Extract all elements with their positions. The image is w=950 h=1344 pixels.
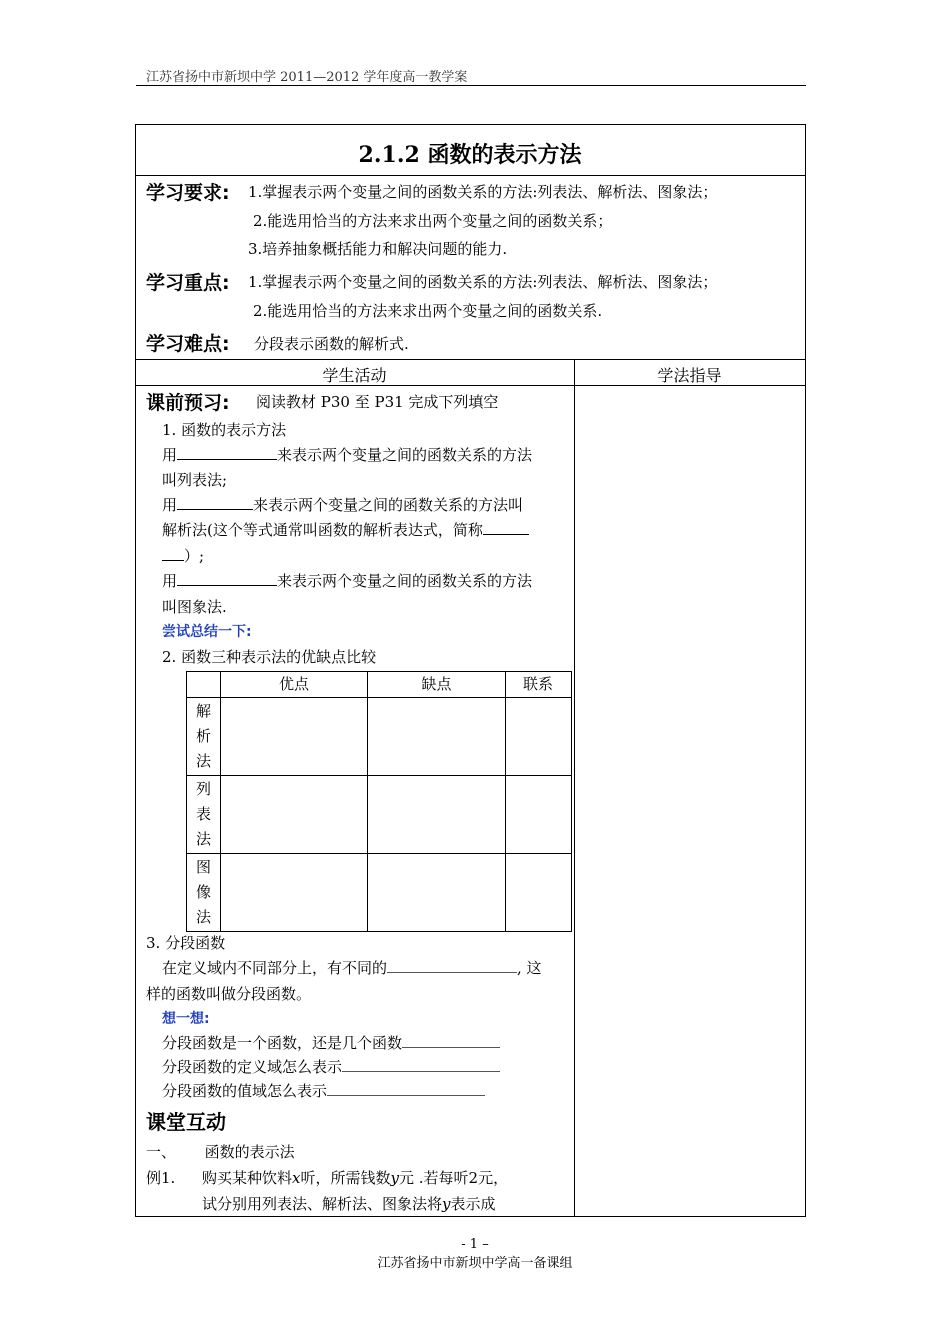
page-header: 江苏省扬中市新坝中学 2011—2012 学年度高一教学案 — [146, 70, 468, 85]
example-line: 购买某种饮料x听，所需钱数y元 .若每听2元， — [202, 1169, 509, 1187]
question-line — [162, 1032, 500, 1053]
table-rule — [367, 671, 368, 931]
blank-short-name[interactable] — [483, 520, 529, 535]
fill-prefix: 用 — [162, 446, 178, 464]
title-divider — [135, 175, 805, 176]
blank-analytic-method[interactable] — [177, 495, 253, 510]
blank-q3[interactable] — [327, 1081, 485, 1096]
fill-prefix: 用 — [162, 572, 178, 590]
row-divider — [135, 359, 805, 360]
fill-suffix: 来表示两个变量之间的函数关系的方法 — [277, 446, 533, 464]
key-point-item: 2.能选用恰当的方法来求出两个变量之间的函数关系. — [253, 302, 603, 320]
blank-graph-method[interactable] — [177, 571, 277, 586]
fill-text: ）; — [184, 547, 205, 565]
blank-q2[interactable] — [342, 1057, 500, 1072]
header-rule — [136, 85, 806, 86]
question-text: 分段函数是一个函数，还是几个函数 — [162, 1034, 403, 1052]
var-x: x — [292, 1169, 301, 1187]
preview-item2: 2. 函数三种表示法的优缺点比较 — [162, 648, 377, 666]
table-rule — [186, 697, 571, 698]
fill-line-cont: 叫列表法; — [162, 471, 228, 489]
fill-line-cont: 叫图象法. — [162, 598, 227, 616]
table-rule — [220, 671, 221, 931]
requirements-label: 学习要求: — [146, 182, 230, 204]
column-header-guidance: 学法指导 — [657, 366, 722, 385]
table-rule — [186, 853, 571, 854]
table-header-cons: 缺点 — [421, 675, 452, 693]
var-y: y — [390, 1169, 399, 1187]
piecewise-heading: 3. 分段函数 — [146, 934, 226, 952]
requirement-item: 2.能选用恰当的方法来求出两个变量之间的函数关系； — [253, 212, 613, 230]
table-rule — [186, 775, 571, 776]
difficulties-label: 学习难点: — [146, 333, 230, 355]
blank-q1[interactable] — [402, 1033, 500, 1048]
preview-intro: 阅读教材 P30 至 P31 完成下列填空 — [256, 393, 499, 411]
requirement-item: 1.掌握表示两个变量之间的函数关系的方法:列表法、解析法、图象法； — [248, 183, 718, 201]
requirement-item: 3.培养抽象概括能力和解决问题的能力. — [248, 240, 508, 258]
blank-list-method[interactable] — [177, 445, 277, 460]
lesson-title: 2.1.2 函数的表示方法 — [358, 142, 582, 168]
comparison-table — [186, 671, 572, 932]
row-label-list: 列 表 法 — [196, 780, 212, 848]
fill-suffix: 来表示两个变量之间的函数关系的方法 — [277, 572, 533, 590]
fill-line — [162, 545, 204, 566]
blank-short-name-cont[interactable] — [162, 546, 184, 561]
blank-piecewise[interactable] — [387, 958, 517, 973]
example-line: 试分别用列表法、解析法、图象法将y表示成 — [202, 1195, 496, 1213]
page-number: - 1 – — [461, 1237, 489, 1252]
preview-item1: 1. 函数的表示方法 — [162, 421, 287, 439]
question-text: 分段函数的定义域怎么表示 — [162, 1058, 343, 1076]
fill-line — [162, 570, 532, 591]
table-header-pros: 优点 — [278, 675, 309, 693]
think-heading: 想一想: — [162, 1011, 210, 1027]
classroom-heading: 课堂互动 — [146, 1110, 226, 1134]
question-text: 分段函数的值域怎么表示 — [162, 1082, 328, 1100]
fill-text: 在定义域内不同部分上，有不同的 — [162, 959, 388, 977]
fill-line — [162, 444, 532, 465]
table-header-relation: 联系 — [522, 675, 553, 693]
question-line — [162, 1056, 500, 1077]
fill-prefix: 用 — [162, 496, 178, 514]
fill-line — [162, 957, 542, 978]
column-header-student: 学生活动 — [322, 366, 387, 385]
var-y: y — [442, 1195, 451, 1213]
row-label-graph: 图 像 法 — [196, 858, 212, 926]
piecewise-text: 样的函数叫做分段函数。 — [146, 985, 312, 1003]
footer-org: 江苏省扬中市新坝中学高一备课组 — [377, 1256, 573, 1271]
table-rule — [505, 671, 506, 931]
example-label: 例1. — [146, 1169, 176, 1187]
key-points-label: 学习重点: — [146, 272, 230, 294]
difficulties-text: 分段表示函数的解析式. — [254, 335, 409, 353]
fill-suffix: 来表示两个变量之间的函数关系的方法叫 — [253, 496, 524, 514]
fill-line — [162, 519, 529, 540]
column-divider — [574, 359, 575, 1216]
fill-text: 解析法(这个等式通常叫函数的解析表达式，简称 — [162, 521, 483, 539]
preview-label: 课前预习: — [146, 392, 230, 414]
try-summary-heading: 尝试总结一下: — [162, 624, 252, 640]
fill-text: , 这 — [517, 959, 542, 977]
row-label-analytic: 解 析 法 — [196, 702, 212, 770]
section-heading: 一、 函数的表示法 — [146, 1143, 295, 1161]
fill-line — [162, 494, 523, 515]
key-point-item: 1.掌握表示两个变量之间的函数关系的方法:列表法、解析法、图象法； — [248, 273, 718, 291]
question-line — [162, 1080, 485, 1101]
